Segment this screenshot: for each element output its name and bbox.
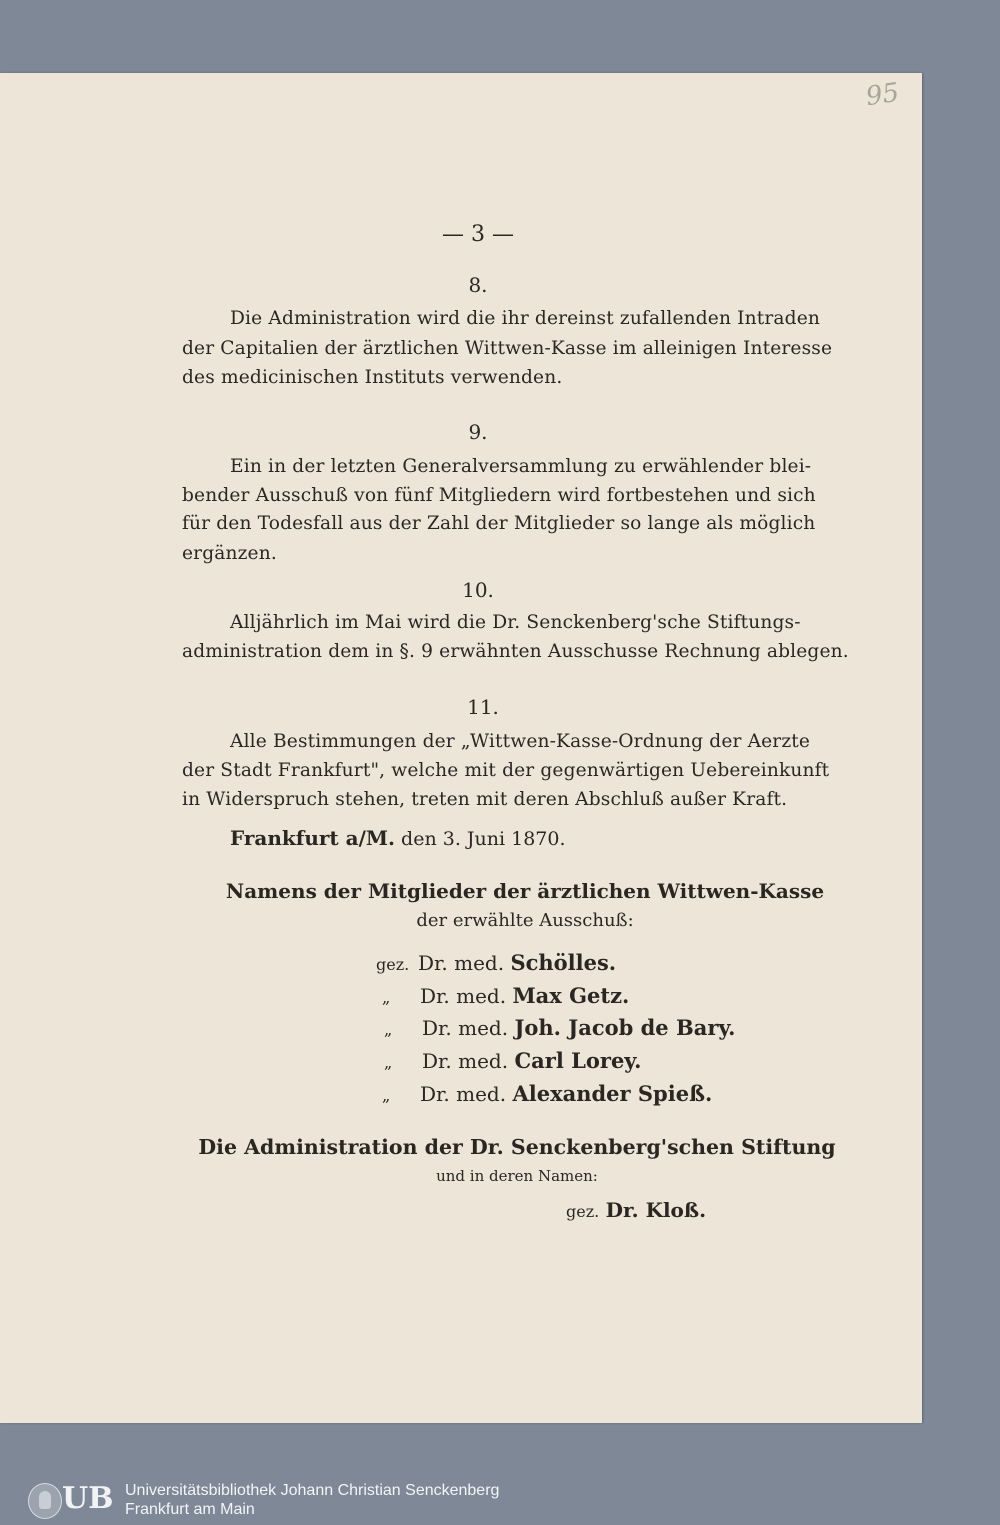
signatory-title: Dr. med. bbox=[420, 1082, 507, 1106]
signatory-title: Dr. med. bbox=[420, 984, 507, 1008]
signatory-prefix: gez. bbox=[376, 955, 410, 974]
dateline-date: den 3. Juni 1870. bbox=[401, 828, 566, 850]
administration-subheading: und in deren Namen: bbox=[436, 1167, 598, 1185]
section-number-9: 9. bbox=[468, 420, 488, 444]
signatory-5 bbox=[382, 1081, 712, 1106]
section-10-line-1: Alljährlich im Mai wird die Dr. Senckenberg'sche Stiftungs- bbox=[230, 612, 801, 633]
signatory-prefix: „ bbox=[382, 988, 391, 1007]
signatory-prefix: „ bbox=[382, 1086, 391, 1105]
section-number-11: 11. bbox=[467, 695, 499, 719]
library-name: Universitätsbibliothek Johann Christian Senckenberg bbox=[125, 1482, 500, 1499]
signature-prefix: gez. bbox=[566, 1202, 600, 1221]
signatory-4 bbox=[384, 1048, 641, 1073]
section-11-line-1: Alle Bestimmungen der „Wittwen-Kasse-Ordnung der Aerzte bbox=[230, 731, 811, 752]
administration-signature bbox=[566, 1198, 706, 1222]
signatory-prefix: „ bbox=[384, 1020, 393, 1039]
signatory-2 bbox=[382, 983, 629, 1008]
section-11-line-2: der Stadt Frankfurt", welche mit der gegenwärtigen Uebereinkunft bbox=[182, 760, 830, 781]
library-footer bbox=[0, 1475, 1000, 1525]
signature-name: Dr. Kloß. bbox=[605, 1198, 707, 1222]
section-9-line-1: Ein in der letzten Generalversammlung zu erwählender blei- bbox=[230, 456, 812, 477]
signatory-name: Joh. Jacob de Bary. bbox=[514, 1015, 736, 1040]
section-8-line-2: der Capitalien der ärztlichen Wittwen-Kasse im alleinigen Interesse bbox=[182, 338, 833, 359]
section-9-line-3: für den Todesfall aus der Zahl der Mitglieder so lange als möglich bbox=[182, 513, 816, 534]
library-city: Frankfurt am Main bbox=[125, 1501, 255, 1518]
signatory-name: Schölles. bbox=[510, 950, 617, 975]
page-number: — 3 — bbox=[442, 222, 514, 247]
section-9-line-2: bender Ausschuß von fünf Mitgliedern wird fortbestehen und sich bbox=[182, 485, 816, 506]
signatory-title: Dr. med. bbox=[422, 1016, 509, 1040]
signatory-title: Dr. med. bbox=[418, 951, 505, 975]
signatory-prefix: „ bbox=[384, 1053, 393, 1072]
signatory-name: Carl Lorey. bbox=[514, 1048, 642, 1073]
section-11-line-3: in Widerspruch stehen, treten mit deren Abschluß außer Kraft. bbox=[182, 789, 788, 810]
section-10-line-2: administration dem in §. 9 erwähnten Ausschusse Rechnung ablegen. bbox=[182, 641, 849, 662]
signatory-1 bbox=[376, 950, 616, 975]
signatory-name: Alexander Spieß. bbox=[512, 1081, 713, 1106]
committee-subheading: der erwählte Ausschuß: bbox=[416, 910, 634, 931]
administration-heading: Die Administration der Dr. Senckenberg'schen Stiftung bbox=[198, 1135, 836, 1159]
dateline-place: Frankfurt a/M. bbox=[230, 826, 395, 850]
section-8-line-1: Die Administration wird die ihr dereinst zufallenden Intraden bbox=[230, 308, 820, 329]
signatory-name: Max Getz. bbox=[512, 983, 630, 1008]
signatory-title: Dr. med. bbox=[422, 1049, 509, 1073]
section-9-line-4: ergänzen. bbox=[182, 543, 277, 564]
section-8-line-3: des medicinischen Instituts verwenden. bbox=[182, 367, 563, 388]
library-logo[interactable]: UB bbox=[62, 1481, 114, 1516]
committee-heading: Namens der Mitglieder der ärztlichen Wittwen-Kasse bbox=[225, 879, 825, 903]
signatory-3 bbox=[384, 1015, 735, 1040]
dateline bbox=[230, 826, 566, 850]
section-number-8: 8. bbox=[468, 273, 488, 297]
section-number-10: 10. bbox=[462, 578, 494, 602]
portrait-seal-icon bbox=[28, 1483, 62, 1519]
pencil-annotation: 95 bbox=[864, 77, 902, 113]
